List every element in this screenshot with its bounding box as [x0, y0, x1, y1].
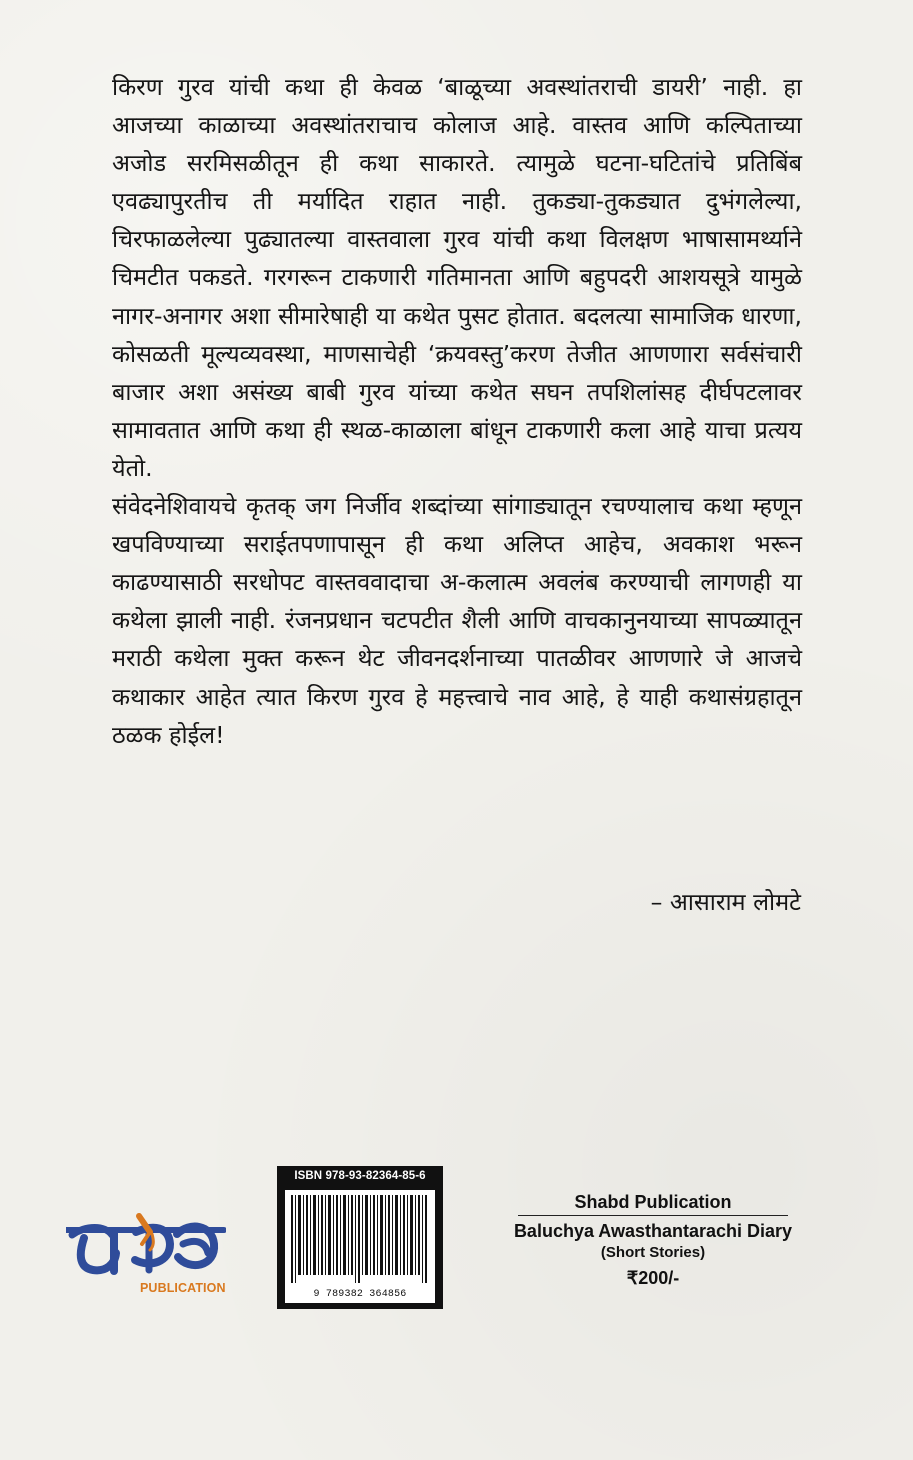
- publisher-rule: [518, 1215, 788, 1216]
- barcode-panel: [285, 1190, 435, 1303]
- author-signature: – आसाराम लोमटे: [650, 888, 801, 916]
- book-title: Baluchya Awasthantarachi Diary: [513, 1221, 793, 1241]
- logo-subtext: PUBLICATION: [140, 1281, 226, 1295]
- isbn-label: ISBN 978-93-82364-85-6: [294, 1170, 426, 1182]
- blurb-paragraph-2: संवेदनेशिवायचे कृतक् जग निर्जीव शब्दांच्या सांगाड्यातून रचण्यालाच कथा म्हणून खपविण्याच्या सराईतपणापासून ही कथा अलिप्त आहेच, अवकाश भरून काढण्यासाठी सरधोपट वास्तववादाचा अ-कलात्म अवलंब करण्याची लागणही या कथेला झाली नाही. रंजनप्रधान चटपटीत शैली आणि वाचकानुनयाच्या सापळ्यातून मराठी कथेला मुक्त करून थेट जीवनदर्शनाच्या पातळीवर आणणारे जे आजचे कथाकार आहेत त्यात किरण गुरव हे महत्त्वाचे नाव आहे, हे याही कथासंग्रहातून ठळक होईल!: [112, 492, 802, 749]
- barcode-icon: [285, 1190, 435, 1303]
- publisher-name: Shabd Publication: [574, 1192, 732, 1212]
- book-price: ₹200/-: [626, 1268, 680, 1288]
- blurb-paragraph-1: किरण गुरव यांची कथा ही केवळ ‘बाळूच्या अवस्थांतराची डायरी’ नाही. हा आजच्या काळाच्या अवस्थांतराचाच कोलाज आहे. वास्तव आणि कल्पिताच्या अजोड सरमिसळीतून ही कथा साकारते. त्यामुळे घटना-घटितांचे प्रतिबिंब एवढ्यापुरतीच ती मर्यादित राहात नाही. तुकड्या-तुकड्यात दुभंगलेल्या, चिरफाळलेल्या पुढ्यातल्या वास्तवाला गुरव यांची कथा विलक्षण भाषासामर्थ्याने चिमटीत पकडते. गरगरून टाकणारी गतिमानता आणि बहुपदरी आशयसूत्रे यामुळे नागर-अनागर अशा सीमारेषाही या कथेत पुसट होतात. बदलत्या सामाजिक धारणा, कोसळती मूल्यव्यवस्था, माणसाचेही ‘क्रयवस्तु’करण तेजीत आणणारा सर्वसंचारी बाजार अशा असंख्य बाबी गुरव यांच्या कथेत सघन तपशिलांसह दीर्घपटलावर सामावतात आणि कथा ही स्थळ-काळाला बांधून टाकणारी कला आहे याचा प्रत्यय येतो.: [112, 73, 802, 482]
- book-genre: (Short Stories): [600, 1244, 706, 1261]
- publisher-logo: [66, 1210, 256, 1300]
- shabd-logo-icon: [66, 1210, 226, 1286]
- barcode-digits: 9 789382 364856: [313, 1289, 407, 1300]
- isbn-barcode: [277, 1166, 443, 1309]
- blurb-text: [112, 68, 802, 754]
- publication-info: [494, 1190, 812, 1294]
